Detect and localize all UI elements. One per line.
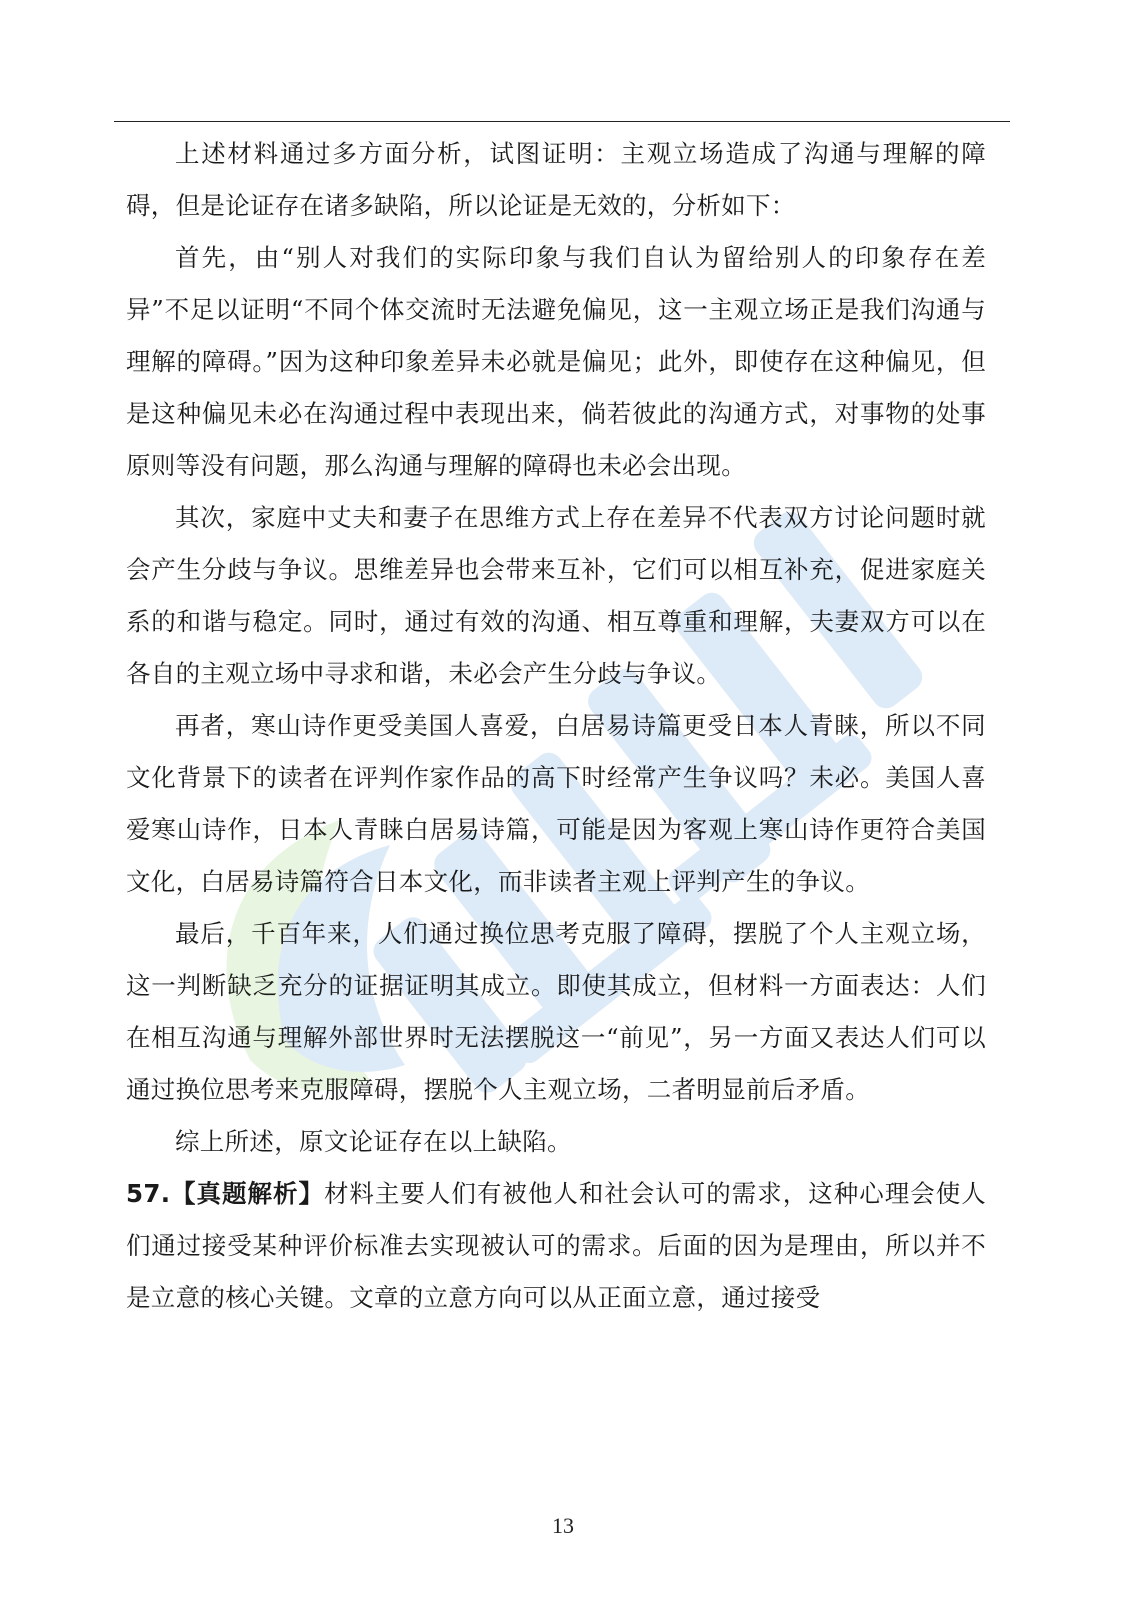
paragraph-last: 最后，千百年来，人们通过换位思考克服了障碍，摆脱了个人主观立场，这一判断缺乏充分的证据证明其成立。即使其成立，但材料一方面表达：人们在相互沟通与理解外部世界时无法摆脱这一“前见”，另一方面又表达人们可以通过换位思考来克服障碍，摆脱个人主观立场，二者明显前后矛盾。 xyxy=(126,919,986,1104)
paragraph-first: 首先，由“别人对我们的实际印象与我们自认为留给别人的印象存在差异”不足以证明“不同个体交流时无法避免偏见，这一主观立场正是我们沟通与理解的障碍。”因为这种印象差异未必就是偏见；此外，即使存在这种偏见，但是这种偏见未必在沟通过程中表现出来，倘若彼此的沟通方式，对事物的处事原则等没有问题，那么沟通与理解的障碍也未必会出现。 xyxy=(126,243,986,480)
page-number: 13 xyxy=(552,1513,574,1538)
document-body xyxy=(126,128,986,1324)
item-57-text: 材料主要人们有被他人和社会认可的需求，这种心理会使人们通过接受某种评价标准去实现被认可的需求。后面的因为是理由，所以并不是立意的核心关键。文章的立意方向可以从正面立意，通过接受 xyxy=(126,1179,986,1312)
paragraph-intro: 上述材料通过多方面分析，试图证明：主观立场造成了沟通与理解的障碍，但是论证存在诸多缺陷，所以论证是无效的，分析如下： xyxy=(126,139,986,220)
item-57 xyxy=(126,1168,986,1324)
paragraph-third: 再者，寒山诗作更受美国人喜爱，白居易诗篇更受日本人青睐，所以不同文化背景下的读者在评判作家作品的高下时经常产生争议吗？未必。美国人喜爱寒山诗作，日本人青睐白居易诗篇，可能是因为客观上寒山诗作更符合美国文化，白居易诗篇符合日本文化，而非读者主观上评判产生的争议。 xyxy=(126,711,986,896)
paragraph-summary: 综上所述，原文论证存在以上缺陷。 xyxy=(175,1127,572,1156)
item-57-label: 57.【真题解析】 xyxy=(126,1179,324,1208)
header-rule xyxy=(114,121,1010,122)
paragraph-second: 其次，家庭中丈夫和妻子在思维方式上存在差异不代表双方讨论问题时就会产生分歧与争议。思维差异也会带来互补，它们可以相互补充，促进家庭关系的和谐与稳定。同时，通过有效的沟通、相互尊重和理解，夫妻双方可以在各自的主观立场中寻求和谐，未必会产生分歧与争议。 xyxy=(126,503,986,688)
